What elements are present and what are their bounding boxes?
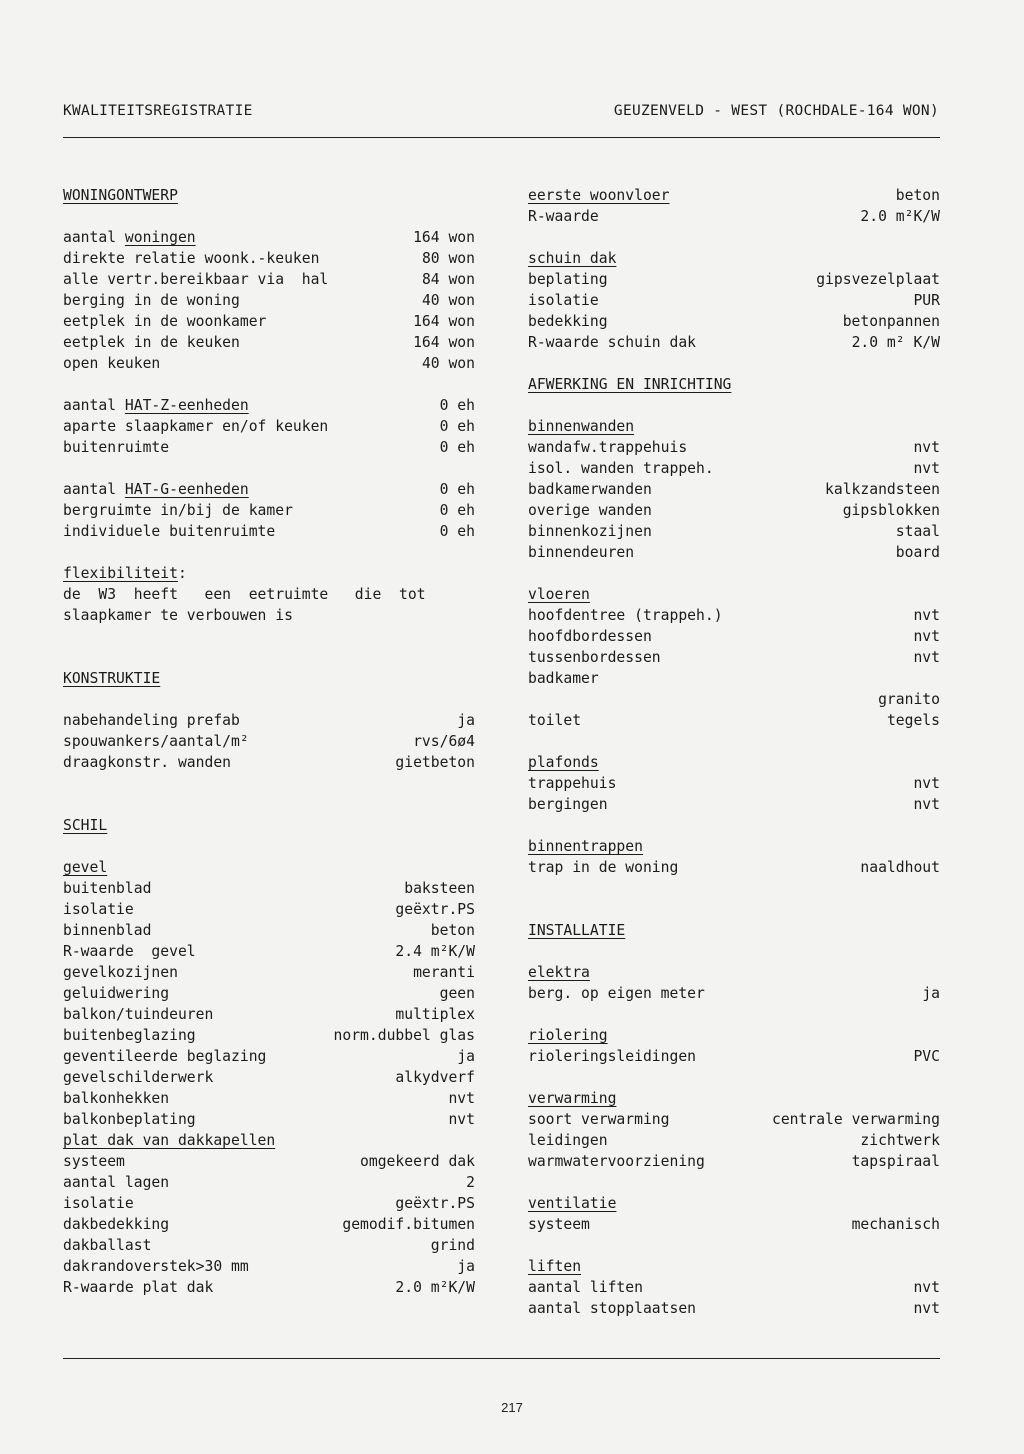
spec-row: [63, 1004, 475, 1025]
spec-row: [528, 479, 940, 500]
spec-label: toilet: [528, 712, 582, 729]
spec-value: gipsvezelplaat: [816, 271, 940, 288]
spec-row: [63, 1088, 475, 1109]
section-heading: [528, 920, 940, 941]
subsection-heading: [528, 962, 940, 983]
spec-label: [63, 563, 187, 584]
spec-row: [528, 311, 940, 332]
spec-value: 2.0 m²K/W: [860, 208, 940, 225]
spec-row: [528, 773, 940, 794]
spec-label: eetplek in de keuken: [63, 334, 240, 351]
spec-value: naaldhout: [860, 859, 940, 876]
spec-label: bergruimte in/bij de kamer: [63, 502, 293, 519]
spec-row: [63, 1067, 475, 1088]
spec-row: [63, 521, 475, 542]
spacer: [528, 563, 940, 584]
spec-label: nabehandeling prefab: [63, 712, 240, 729]
spacer: [63, 374, 475, 395]
spacer: [63, 689, 475, 710]
spec-value: mechanisch: [851, 1216, 940, 1233]
spec-label: [63, 227, 196, 248]
subsection-heading: [528, 1193, 940, 1214]
spec-label: aantal lagen: [63, 1174, 170, 1191]
spec-label: binnenkozijnen: [528, 523, 652, 540]
spec-value: betonpannen: [842, 313, 940, 330]
spec-row: [528, 269, 940, 290]
spec-value: 0 eh: [439, 397, 475, 414]
spec-value: 84 won: [421, 271, 475, 288]
spec-row: [63, 752, 475, 773]
spec-value: omgekeerd dak: [360, 1153, 475, 1170]
spacer: [528, 395, 940, 416]
footer-rule: [63, 1358, 940, 1359]
spec-value: board: [895, 544, 940, 561]
spec-value: norm.dubbel glas: [333, 1027, 475, 1044]
spec-label: gevelkozijnen: [63, 964, 178, 981]
spec-label: geluidwering: [63, 985, 170, 1002]
spec-value: ja: [922, 985, 940, 1002]
spec-row: [63, 269, 475, 290]
spacer: [63, 542, 475, 563]
spec-row: [63, 710, 475, 731]
spec-value: 164 won: [413, 334, 475, 351]
spec-label: beplating: [528, 271, 608, 288]
spacer: [63, 458, 475, 479]
spec-row: [63, 1256, 475, 1277]
spec-label: wandafw.trappehuis: [528, 439, 688, 456]
spec-label: balkonhekken: [63, 1090, 170, 1107]
heading-label: binnentrappen: [528, 838, 643, 855]
heading-label: riolering: [528, 1027, 608, 1044]
spec-row: [528, 710, 940, 731]
spec-value: 80 won: [421, 250, 475, 267]
spec-row: [528, 1109, 940, 1130]
spec-row: [63, 227, 475, 248]
spec-label: binnendeuren: [528, 544, 635, 561]
spacer: [63, 794, 475, 815]
spacer: [63, 206, 475, 227]
spec-value: gemodif.bitumen: [342, 1216, 475, 1233]
spec-label: dakrandoverstek>30 mm: [63, 1258, 249, 1275]
spec-value: granito: [878, 691, 940, 708]
spec-row: [528, 794, 940, 815]
subsection-heading: [528, 836, 940, 857]
spec-label: badkamer: [528, 670, 599, 687]
spec-label: alle vertr.bereikbaar via hal: [63, 271, 329, 288]
heading-label: WONINGONTWERP: [63, 187, 178, 204]
spec-value: nvt: [448, 1090, 475, 1107]
spec-row: [63, 983, 475, 1004]
spec-value: nvt: [913, 1300, 940, 1317]
spacer: [528, 1235, 940, 1256]
spec-label: bedekking: [528, 313, 608, 330]
subsection-heading: [528, 1088, 940, 1109]
spec-label: de W3 heeft een eetruimte die tot: [63, 586, 426, 603]
spec-row: [63, 1151, 475, 1172]
spec-value: geen: [439, 985, 475, 1002]
spec-row: [528, 521, 940, 542]
spec-row: [528, 647, 940, 668]
spec-row: [528, 1130, 940, 1151]
spec-label: dakballast: [63, 1237, 152, 1254]
spec-row: [63, 563, 475, 584]
spec-label: hoofdbordessen: [528, 628, 652, 645]
spec-value: 0 eh: [439, 418, 475, 435]
spec-row: [528, 206, 940, 227]
spacer: [528, 227, 940, 248]
label-underlined: HAT-G-eenheden: [124, 481, 249, 498]
spec-value: nvt: [913, 439, 940, 456]
spec-value: beton: [895, 187, 940, 204]
spec-label: balkon/tuindeuren: [63, 1006, 214, 1023]
spec-label: R-waarde plat dak: [63, 1279, 214, 1296]
heading-label: SCHIL: [63, 817, 108, 834]
spec-value: PVC: [913, 1048, 940, 1065]
spacer: [528, 878, 940, 899]
spacer: [63, 836, 475, 857]
spec-value: ja: [457, 1048, 475, 1065]
spec-row: [63, 1025, 475, 1046]
spec-value: nvt: [913, 649, 940, 666]
spec-row: [528, 605, 940, 626]
heading-label: elektra: [528, 964, 590, 981]
subsection-heading: [528, 1256, 940, 1277]
spacer: [63, 773, 475, 794]
spec-label: individuele buitenruimte: [63, 523, 276, 540]
left-column: [63, 185, 475, 1298]
heading-label: INSTALLATIE: [528, 922, 626, 939]
spec-value: meranti: [413, 964, 475, 981]
spec-row: [63, 311, 475, 332]
header-right: GEUZENVELD - WEST (ROCHDALE-164 WON): [613, 103, 939, 119]
spec-value: rvs/6ø4: [413, 733, 475, 750]
spec-row: [528, 668, 940, 689]
spec-label: geventileerde beglazing: [63, 1048, 267, 1065]
subsection-heading: [63, 1130, 475, 1151]
spec-row: [63, 479, 475, 500]
spacer: [63, 647, 475, 668]
spec-row: [63, 353, 475, 374]
spec-label: systeem: [63, 1153, 125, 1170]
heading-label: plafonds: [528, 754, 599, 771]
spec-row: [528, 500, 940, 521]
page-number: 217: [501, 1400, 523, 1415]
spec-label: slaapkamer te verbouwen is: [63, 607, 293, 624]
spec-value: ja: [457, 1258, 475, 1275]
spec-value: 40 won: [421, 292, 475, 309]
heading-label: liften: [528, 1258, 582, 1275]
spec-label: direkte relatie woonk.-keuken: [63, 250, 320, 267]
spec-value: staal: [895, 523, 940, 540]
header-rule: [63, 137, 940, 138]
spec-row: [528, 542, 940, 563]
spec-value: 0 eh: [439, 502, 475, 519]
spec-row: [63, 1235, 475, 1256]
spacer: [528, 1004, 940, 1025]
spec-row: [63, 1109, 475, 1130]
right-column: [528, 185, 940, 1319]
spec-value: 2.4 m²K/W: [395, 943, 475, 960]
spec-row: [63, 500, 475, 521]
spec-label: overige wanden: [528, 502, 652, 519]
spec-value: alkydverf: [395, 1069, 475, 1086]
spec-value: baksteen: [404, 880, 475, 897]
section-heading: [63, 815, 475, 836]
heading-label: verwarming: [528, 1090, 617, 1107]
spec-value: 164 won: [413, 229, 475, 246]
spec-value: geëxtr.PS: [395, 1195, 475, 1212]
spec-label: leidingen: [528, 1132, 608, 1149]
label-underlined: woningen: [124, 229, 196, 246]
spec-label: bergingen: [528, 796, 608, 813]
spec-label: R-waarde gevel: [63, 943, 196, 960]
spec-value: grind: [430, 1237, 475, 1254]
spec-row: [63, 878, 475, 899]
spec-label: buitenblad: [63, 880, 152, 897]
spec-value: nvt: [913, 628, 940, 645]
spec-value: 164 won: [413, 313, 475, 330]
spec-label: R-waarde schuin dak: [528, 334, 697, 351]
spec-value: geëxtr.PS: [395, 901, 475, 918]
spec-value: gipsblokken: [842, 502, 940, 519]
spec-row: [528, 1151, 940, 1172]
spec-value: ja: [457, 712, 475, 729]
spec-row: [528, 332, 940, 353]
spec-label: soort verwarming: [528, 1111, 670, 1128]
spec-row: [528, 689, 940, 710]
spec-value: gietbeton: [395, 754, 475, 771]
spec-row: [63, 605, 475, 626]
spec-label: berg. op eigen meter: [528, 985, 705, 1002]
spec-value: tegels: [886, 712, 940, 729]
label-part: aantal: [63, 481, 125, 498]
spec-value: nvt: [913, 607, 940, 624]
spec-value: nvt: [913, 796, 940, 813]
spec-label: dakbedekking: [63, 1216, 170, 1233]
spec-label: isolatie: [63, 901, 134, 918]
subsection-heading: [528, 1025, 940, 1046]
spec-value: nvt: [913, 775, 940, 792]
spacer: [528, 1172, 940, 1193]
spec-label: aparte slaapkamer en/of keuken: [63, 418, 329, 435]
spec-row: [63, 395, 475, 416]
heading-label: vloeren: [528, 586, 590, 603]
spec-label: hoofdentree (trappeh.): [528, 607, 723, 624]
spec-row: [528, 857, 940, 878]
spec-row: [63, 290, 475, 311]
spec-value: 40 won: [421, 355, 475, 372]
spec-label: isolatie: [63, 1195, 134, 1212]
spec-value: tapspiraal: [851, 1153, 940, 1170]
spec-label: [63, 395, 249, 416]
spec-label: draagkonstr. wanden: [63, 754, 232, 771]
label-part: aantal: [63, 229, 125, 246]
spec-row: [528, 1046, 940, 1067]
heading-label: binnenwanden: [528, 418, 635, 435]
spec-label: badkamerwanden: [528, 481, 652, 498]
spec-label: systeem: [528, 1216, 590, 1233]
spec-row: [63, 941, 475, 962]
spec-value: beton: [430, 922, 475, 939]
spec-row: [63, 437, 475, 458]
subsection-heading: [528, 185, 940, 206]
spec-label: gevelschilderwerk: [63, 1069, 214, 1086]
section-heading: [63, 668, 475, 689]
spec-label: open keuken: [63, 355, 161, 372]
spec-row: [528, 983, 940, 1004]
spec-row: [63, 332, 475, 353]
spec-label: [63, 479, 249, 500]
spec-label: berging in de woning: [63, 292, 240, 309]
spec-row: [63, 1172, 475, 1193]
section-heading: [528, 374, 940, 395]
label-underlined: HAT-Z-eenheden: [124, 397, 249, 414]
label-underlined: flexibiliteit: [63, 565, 178, 582]
spec-value: 0 eh: [439, 523, 475, 540]
spec-value: 0 eh: [439, 439, 475, 456]
spec-label: binnenblad: [63, 922, 152, 939]
subsection-heading: [528, 248, 940, 269]
spec-label: warmwatervoorziening: [528, 1153, 705, 1170]
spacer: [528, 815, 940, 836]
spec-label: balkonbeplating: [63, 1111, 196, 1128]
heading-label: AFWERKING EN INRICHTING: [528, 376, 732, 393]
label-part: :: [177, 565, 187, 582]
spec-value: zichtwerk: [860, 1132, 940, 1149]
spec-row: [528, 1298, 940, 1319]
spec-row: [63, 248, 475, 269]
spacer: [63, 626, 475, 647]
spec-value: nvt: [913, 460, 940, 477]
spacer: [528, 1067, 940, 1088]
section-heading: [63, 185, 475, 206]
spec-row: [528, 1277, 940, 1298]
heading-label: gevel: [63, 859, 108, 876]
heading-label: plat dak van dakkapellen: [63, 1132, 276, 1149]
spec-value: nvt: [448, 1111, 475, 1128]
spec-row: [63, 584, 475, 605]
spec-label: aantal stopplaatsen: [528, 1300, 697, 1317]
spec-label: eetplek in de woonkamer: [63, 313, 267, 330]
spec-row: [63, 920, 475, 941]
spec-row: [528, 458, 940, 479]
spec-row: [528, 290, 940, 311]
spec-label: spouwankers/aantal/m²: [63, 733, 249, 750]
spec-label: isol. wanden trappeh.: [528, 460, 714, 477]
heading-label: KONSTRUKTIE: [63, 670, 161, 687]
spec-row: [63, 731, 475, 752]
subsection-heading: [528, 584, 940, 605]
spec-row: [528, 1214, 940, 1235]
spec-label: isolatie: [528, 292, 599, 309]
subsection-heading: [63, 857, 475, 878]
spec-row: [63, 962, 475, 983]
spec-label: aantal liften: [528, 1279, 643, 1296]
spec-label: rioleringsleidingen: [528, 1048, 697, 1065]
spec-row: [63, 416, 475, 437]
subsection-heading: [528, 416, 940, 437]
spec-label: R-waarde: [528, 208, 599, 225]
spec-value: 2: [466, 1174, 475, 1191]
spacer: [528, 899, 940, 920]
heading-label: schuin dak: [528, 250, 617, 267]
spec-row: [528, 437, 940, 458]
spec-value: nvt: [913, 1279, 940, 1296]
spec-value: PUR: [913, 292, 940, 309]
heading-label: ventilatie: [528, 1195, 617, 1212]
spacer: [528, 731, 940, 752]
subsection-heading: [528, 752, 940, 773]
spec-value: 2.0 m²K/W: [395, 1279, 475, 1296]
spec-label: tussenbordessen: [528, 649, 661, 666]
header-left: KWALITEITSREGISTRATIE: [63, 103, 253, 119]
heading-label: eerste woonvloer: [528, 187, 670, 204]
spec-label: trappehuis: [528, 775, 617, 792]
spec-label: buitenruimte: [63, 439, 170, 456]
spec-value: 2.0 m² K/W: [851, 334, 940, 351]
spec-label: buitenbeglazing: [63, 1027, 196, 1044]
label-part: aantal: [63, 397, 125, 414]
spec-label: trap in de woning: [528, 859, 679, 876]
spec-row: [63, 899, 475, 920]
spec-row: [63, 1046, 475, 1067]
spec-row: [63, 1193, 475, 1214]
spacer: [528, 353, 940, 374]
spec-value: centrale verwarming: [771, 1111, 940, 1128]
spec-row: [528, 626, 940, 647]
spec-value: multiplex: [395, 1006, 475, 1023]
spec-row: [63, 1277, 475, 1298]
spec-value: kalkzandsteen: [825, 481, 940, 498]
spec-value: 0 eh: [439, 481, 475, 498]
spec-row: [63, 1214, 475, 1235]
spacer: [528, 941, 940, 962]
